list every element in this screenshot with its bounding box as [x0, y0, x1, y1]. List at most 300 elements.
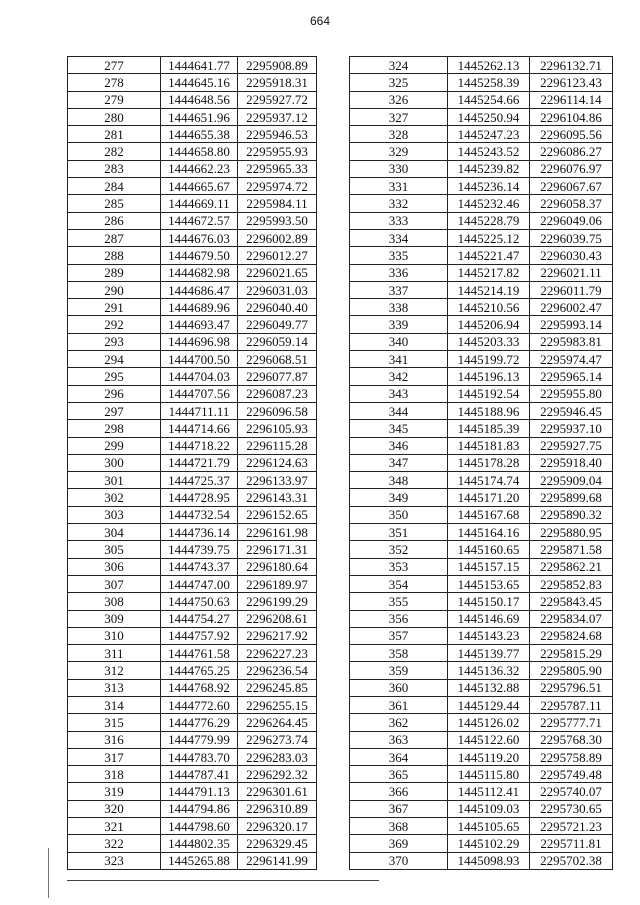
table-row	[350, 610, 613, 627]
y-coordinate-cell: 2296031.03	[238, 281, 317, 298]
x-coordinate-cell: 1444718.22	[161, 437, 238, 454]
y-coordinate-cell: 2296133.97	[238, 472, 317, 489]
x-coordinate-cell: 1445181.83	[448, 437, 530, 454]
point-number-cell: 368	[350, 818, 448, 835]
y-coordinate-cell: 2295740.07	[530, 783, 613, 800]
y-coordinate-cell: 2295871.58	[530, 541, 613, 558]
point-number-cell: 358	[350, 645, 448, 662]
table-row	[68, 160, 317, 177]
y-coordinate-cell: 2296021.11	[530, 264, 613, 281]
margin-rule	[48, 848, 49, 898]
x-coordinate-cell: 1444779.99	[161, 731, 238, 748]
x-coordinate-cell: 1444783.70	[161, 748, 238, 765]
x-coordinate-cell: 1445203.33	[448, 333, 530, 350]
point-number-cell: 308	[68, 593, 161, 610]
point-number-cell: 343	[350, 385, 448, 402]
y-coordinate-cell: 2296245.85	[238, 679, 317, 696]
table-row	[350, 714, 613, 731]
point-number-cell: 289	[68, 264, 161, 281]
point-number-cell: 306	[68, 558, 161, 575]
x-coordinate-cell: 1445214.19	[448, 281, 530, 298]
y-coordinate-cell: 2295946.53	[238, 126, 317, 143]
point-number-cell: 346	[350, 437, 448, 454]
x-coordinate-cell: 1445143.23	[448, 627, 530, 644]
point-number-cell: 287	[68, 229, 161, 246]
x-coordinate-cell: 1444765.25	[161, 662, 238, 679]
x-coordinate-cell: 1445167.68	[448, 506, 530, 523]
point-number-cell: 336	[350, 264, 448, 281]
point-number-cell: 322	[68, 835, 161, 852]
point-number-cell: 280	[68, 108, 161, 125]
x-coordinate-cell: 1445122.60	[448, 731, 530, 748]
y-coordinate-cell: 2296180.64	[238, 558, 317, 575]
x-coordinate-cell: 1444689.96	[161, 299, 238, 316]
y-coordinate-cell: 2296115.28	[238, 437, 317, 454]
point-number-cell: 320	[68, 800, 161, 817]
table-row	[68, 610, 317, 627]
x-coordinate-cell: 1444747.00	[161, 575, 238, 592]
point-number-cell: 313	[68, 679, 161, 696]
x-coordinate-cell: 1445171.20	[448, 489, 530, 506]
point-number-cell: 281	[68, 126, 161, 143]
x-coordinate-cell: 1445236.14	[448, 178, 530, 195]
table-row	[350, 454, 613, 471]
point-number-cell: 349	[350, 489, 448, 506]
x-coordinate-cell: 1444655.38	[161, 126, 238, 143]
y-coordinate-cell: 2296059.14	[238, 333, 317, 350]
table-row	[350, 558, 613, 575]
x-coordinate-cell: 1444754.27	[161, 610, 238, 627]
y-coordinate-cell: 2295805.90	[530, 662, 613, 679]
point-number-cell: 345	[350, 420, 448, 437]
x-coordinate-cell: 1444791.13	[161, 783, 238, 800]
page-number: 664	[309, 14, 331, 28]
table-row	[68, 368, 317, 385]
x-coordinate-cell: 1445217.82	[448, 264, 530, 281]
point-number-cell: 312	[68, 662, 161, 679]
y-coordinate-cell: 2295824.68	[530, 627, 613, 644]
x-coordinate-cell: 1445206.94	[448, 316, 530, 333]
y-coordinate-cell: 2296132.71	[530, 57, 613, 74]
table-row	[68, 489, 317, 506]
y-coordinate-cell: 2296208.61	[238, 610, 317, 627]
point-number-cell: 350	[350, 506, 448, 523]
table-row	[350, 662, 613, 679]
table-row	[350, 247, 613, 264]
table-row	[350, 126, 613, 143]
point-number-cell: 340	[350, 333, 448, 350]
y-coordinate-cell: 2295965.33	[238, 160, 317, 177]
x-coordinate-cell: 1445188.96	[448, 402, 530, 419]
point-number-cell: 361	[350, 696, 448, 713]
point-number-cell: 300	[68, 454, 161, 471]
x-coordinate-cell: 1444721.79	[161, 454, 238, 471]
x-coordinate-cell: 1445153.65	[448, 575, 530, 592]
y-coordinate-cell: 2295937.10	[530, 420, 613, 437]
table-row	[68, 195, 317, 212]
table-row	[350, 368, 613, 385]
table-row	[350, 489, 613, 506]
x-coordinate-cell: 1445199.72	[448, 351, 530, 368]
x-coordinate-cell: 1444768.92	[161, 679, 238, 696]
y-coordinate-cell: 2296152.65	[238, 506, 317, 523]
x-coordinate-cell: 1444736.14	[161, 524, 238, 541]
y-coordinate-cell: 2296096.58	[238, 402, 317, 419]
y-coordinate-cell: 2296086.27	[530, 143, 613, 160]
table-row	[350, 437, 613, 454]
table-row	[350, 143, 613, 160]
x-coordinate-cell: 1445115.80	[448, 766, 530, 783]
point-number-cell: 364	[350, 748, 448, 765]
x-coordinate-cell: 1444728.95	[161, 489, 238, 506]
table-row	[68, 74, 317, 91]
y-coordinate-cell: 2295777.71	[530, 714, 613, 731]
x-coordinate-cell: 1445185.39	[448, 420, 530, 437]
y-coordinate-cell: 2295815.29	[530, 645, 613, 662]
y-coordinate-cell: 2295984.11	[238, 195, 317, 212]
y-coordinate-cell: 2295974.47	[530, 351, 613, 368]
x-coordinate-cell: 1445164.16	[448, 524, 530, 541]
x-coordinate-cell: 1444693.47	[161, 316, 238, 333]
point-number-cell: 328	[350, 126, 448, 143]
x-coordinate-cell: 1444798.60	[161, 818, 238, 835]
table-row	[350, 472, 613, 489]
point-number-cell: 297	[68, 402, 161, 419]
x-coordinate-cell: 1445174.74	[448, 472, 530, 489]
x-coordinate-cell: 1445247.23	[448, 126, 530, 143]
y-coordinate-cell: 2296049.77	[238, 316, 317, 333]
point-number-cell: 331	[350, 178, 448, 195]
table-row	[68, 420, 317, 437]
table-row	[350, 212, 613, 229]
y-coordinate-cell: 2295955.93	[238, 143, 317, 160]
point-number-cell: 360	[350, 679, 448, 696]
point-number-cell: 304	[68, 524, 161, 541]
y-coordinate-cell: 2295965.14	[530, 368, 613, 385]
x-coordinate-cell: 1445126.02	[448, 714, 530, 731]
table-row	[68, 800, 317, 817]
y-coordinate-cell: 2296087.23	[238, 385, 317, 402]
x-coordinate-cell: 1444794.86	[161, 800, 238, 817]
x-coordinate-cell: 1444665.67	[161, 178, 238, 195]
y-coordinate-cell: 2295927.75	[530, 437, 613, 454]
point-number-cell: 317	[68, 748, 161, 765]
y-coordinate-cell: 2296171.31	[238, 541, 317, 558]
point-number-cell: 341	[350, 351, 448, 368]
table-row	[68, 645, 317, 662]
point-number-cell: 363	[350, 731, 448, 748]
x-coordinate-cell: 1445160.65	[448, 541, 530, 558]
point-number-cell: 310	[68, 627, 161, 644]
point-number-cell: 283	[68, 160, 161, 177]
table-row	[68, 506, 317, 523]
table-row	[68, 662, 317, 679]
table-row	[68, 143, 317, 160]
table-row	[350, 74, 613, 91]
table-row	[68, 766, 317, 783]
y-coordinate-cell: 2296077.87	[238, 368, 317, 385]
point-number-cell: 282	[68, 143, 161, 160]
table-row	[350, 645, 613, 662]
table-row	[350, 818, 613, 835]
point-number-cell: 298	[68, 420, 161, 437]
table-row	[350, 748, 613, 765]
x-coordinate-cell: 1444696.98	[161, 333, 238, 350]
table-row	[68, 316, 317, 333]
y-coordinate-cell: 2295768.30	[530, 731, 613, 748]
y-coordinate-cell: 2295974.72	[238, 178, 317, 195]
x-coordinate-cell: 1444732.54	[161, 506, 238, 523]
table-row	[68, 229, 317, 246]
table-row	[68, 212, 317, 229]
y-coordinate-cell: 2296124.63	[238, 454, 317, 471]
y-coordinate-cell: 2296105.93	[238, 420, 317, 437]
x-coordinate-cell: 1445228.79	[448, 212, 530, 229]
table-row	[68, 679, 317, 696]
point-number-cell: 333	[350, 212, 448, 229]
x-coordinate-cell: 1444750.63	[161, 593, 238, 610]
y-coordinate-cell: 2295749.48	[530, 766, 613, 783]
table-row	[350, 57, 613, 74]
point-number-cell: 316	[68, 731, 161, 748]
y-coordinate-cell: 2296301.61	[238, 783, 317, 800]
table-row	[68, 714, 317, 731]
y-coordinate-cell: 2295918.40	[530, 454, 613, 471]
x-coordinate-cell: 1444682.98	[161, 264, 238, 281]
table-row	[68, 281, 317, 298]
x-coordinate-cell: 1445221.47	[448, 247, 530, 264]
table-row	[350, 91, 613, 108]
point-number-cell: 286	[68, 212, 161, 229]
x-coordinate-cell: 1444679.50	[161, 247, 238, 264]
x-coordinate-cell: 1444658.80	[161, 143, 238, 160]
table-row	[350, 783, 613, 800]
x-coordinate-cell: 1444645.16	[161, 74, 238, 91]
x-coordinate-cell: 1445232.46	[448, 195, 530, 212]
table-row	[350, 385, 613, 402]
table-row	[68, 247, 317, 264]
x-coordinate-cell: 1445225.12	[448, 229, 530, 246]
point-number-cell: 315	[68, 714, 161, 731]
table-row	[350, 627, 613, 644]
y-coordinate-cell: 2296076.97	[530, 160, 613, 177]
y-coordinate-cell: 2295787.11	[530, 696, 613, 713]
y-coordinate-cell: 2296012.27	[238, 247, 317, 264]
x-coordinate-cell: 1444707.56	[161, 385, 238, 402]
point-number-cell: 326	[350, 91, 448, 108]
y-coordinate-cell: 2296141.99	[238, 852, 317, 869]
table-row	[68, 731, 317, 748]
table-row	[350, 766, 613, 783]
x-coordinate-cell: 1444743.37	[161, 558, 238, 575]
point-number-cell: 295	[68, 368, 161, 385]
point-number-cell: 370	[350, 852, 448, 869]
y-coordinate-cell: 2296021.65	[238, 264, 317, 281]
point-number-cell: 334	[350, 229, 448, 246]
x-coordinate-cell: 1444739.75	[161, 541, 238, 558]
y-coordinate-cell: 2295711.81	[530, 835, 613, 852]
y-coordinate-cell: 2295862.21	[530, 558, 613, 575]
y-coordinate-cell: 2295993.50	[238, 212, 317, 229]
table-row	[68, 593, 317, 610]
y-coordinate-cell: 2296236.54	[238, 662, 317, 679]
table-row	[350, 541, 613, 558]
y-coordinate-cell: 2296329.45	[238, 835, 317, 852]
point-number-cell: 351	[350, 524, 448, 541]
y-coordinate-cell: 2296320.17	[238, 818, 317, 835]
y-coordinate-cell: 2296292.32	[238, 766, 317, 783]
table-row	[350, 524, 613, 541]
y-coordinate-cell: 2295908.89	[238, 57, 317, 74]
table-row	[68, 333, 317, 350]
x-coordinate-cell: 1445132.88	[448, 679, 530, 696]
point-number-cell: 367	[350, 800, 448, 817]
y-coordinate-cell: 2295909.04	[530, 472, 613, 489]
table-row	[350, 420, 613, 437]
point-number-cell: 325	[350, 74, 448, 91]
point-number-cell: 307	[68, 575, 161, 592]
table-row	[350, 264, 613, 281]
table-row	[350, 800, 613, 817]
x-coordinate-cell: 1445196.13	[448, 368, 530, 385]
x-coordinate-cell: 1444672.57	[161, 212, 238, 229]
x-coordinate-cell: 1444641.77	[161, 57, 238, 74]
table-row	[68, 351, 317, 368]
y-coordinate-cell: 2296283.03	[238, 748, 317, 765]
table-row	[68, 783, 317, 800]
x-coordinate-cell: 1445243.52	[448, 143, 530, 160]
point-number-cell: 347	[350, 454, 448, 471]
footer-rule	[67, 880, 379, 881]
y-coordinate-cell: 2295937.12	[238, 108, 317, 125]
point-number-cell: 365	[350, 766, 448, 783]
point-number-cell: 357	[350, 627, 448, 644]
point-number-cell: 339	[350, 316, 448, 333]
y-coordinate-cell: 2295796.51	[530, 679, 613, 696]
point-number-cell: 319	[68, 783, 161, 800]
x-coordinate-cell: 1445102.29	[448, 835, 530, 852]
point-number-cell: 318	[68, 766, 161, 783]
point-number-cell: 285	[68, 195, 161, 212]
point-number-cell: 294	[68, 351, 161, 368]
table-row	[68, 835, 317, 852]
table-row	[68, 748, 317, 765]
y-coordinate-cell: 2296217.92	[238, 627, 317, 644]
table-row	[68, 57, 317, 74]
x-coordinate-cell: 1444802.35	[161, 835, 238, 852]
point-number-cell: 292	[68, 316, 161, 333]
point-number-cell: 366	[350, 783, 448, 800]
y-coordinate-cell: 2296030.43	[530, 247, 613, 264]
coordinates-table-left	[67, 56, 317, 870]
x-coordinate-cell: 1444772.60	[161, 696, 238, 713]
y-coordinate-cell: 2296039.75	[530, 229, 613, 246]
x-coordinate-cell: 1444669.11	[161, 195, 238, 212]
x-coordinate-cell: 1445109.03	[448, 800, 530, 817]
table-row	[68, 264, 317, 281]
point-number-cell: 342	[350, 368, 448, 385]
y-coordinate-cell: 2295918.31	[238, 74, 317, 91]
y-coordinate-cell: 2295890.32	[530, 506, 613, 523]
point-number-cell: 344	[350, 402, 448, 419]
y-coordinate-cell: 2296068.51	[238, 351, 317, 368]
point-number-cell: 277	[68, 57, 161, 74]
y-coordinate-cell: 2295946.45	[530, 402, 613, 419]
table-row	[350, 506, 613, 523]
point-number-cell: 335	[350, 247, 448, 264]
table-row	[350, 178, 613, 195]
table-row	[350, 402, 613, 419]
x-coordinate-cell: 1445258.39	[448, 74, 530, 91]
point-number-cell: 321	[68, 818, 161, 835]
y-coordinate-cell: 2295843.45	[530, 593, 613, 610]
x-coordinate-cell: 1445150.17	[448, 593, 530, 610]
table-row	[68, 627, 317, 644]
y-coordinate-cell: 2296189.97	[238, 575, 317, 592]
x-coordinate-cell: 1445250.94	[448, 108, 530, 125]
table-row	[350, 108, 613, 125]
table-row	[350, 852, 613, 869]
point-number-cell: 279	[68, 91, 161, 108]
table-row	[350, 575, 613, 592]
table-row	[350, 351, 613, 368]
y-coordinate-cell: 2295834.07	[530, 610, 613, 627]
table-row	[68, 558, 317, 575]
table-row	[68, 91, 317, 108]
y-coordinate-cell: 2296002.47	[530, 299, 613, 316]
table-row	[68, 852, 317, 869]
point-number-cell: 314	[68, 696, 161, 713]
y-coordinate-cell: 2295993.14	[530, 316, 613, 333]
point-number-cell: 337	[350, 281, 448, 298]
table-row	[68, 472, 317, 489]
point-number-cell: 309	[68, 610, 161, 627]
point-number-cell: 353	[350, 558, 448, 575]
point-number-cell: 301	[68, 472, 161, 489]
y-coordinate-cell: 2295702.38	[530, 852, 613, 869]
table-row	[350, 731, 613, 748]
y-coordinate-cell: 2296011.79	[530, 281, 613, 298]
point-number-cell: 299	[68, 437, 161, 454]
x-coordinate-cell: 1445157.15	[448, 558, 530, 575]
table-row	[350, 281, 613, 298]
table-row	[350, 679, 613, 696]
table-row	[68, 108, 317, 125]
y-coordinate-cell: 2296058.37	[530, 195, 613, 212]
x-coordinate-cell: 1444761.58	[161, 645, 238, 662]
y-coordinate-cell: 2296049.06	[530, 212, 613, 229]
table-row	[68, 437, 317, 454]
y-coordinate-cell: 2296161.98	[238, 524, 317, 541]
table-row	[68, 541, 317, 558]
x-coordinate-cell: 1445119.20	[448, 748, 530, 765]
point-number-cell: 290	[68, 281, 161, 298]
x-coordinate-cell: 1445254.66	[448, 91, 530, 108]
y-coordinate-cell: 2296227.23	[238, 645, 317, 662]
x-coordinate-cell: 1444711.11	[161, 402, 238, 419]
point-number-cell: 284	[68, 178, 161, 195]
x-coordinate-cell: 1444787.41	[161, 766, 238, 783]
y-coordinate-cell: 2295730.65	[530, 800, 613, 817]
y-coordinate-cell: 2296264.45	[238, 714, 317, 731]
table-row	[68, 178, 317, 195]
x-coordinate-cell: 1444757.92	[161, 627, 238, 644]
x-coordinate-cell: 1444776.29	[161, 714, 238, 731]
y-coordinate-cell: 2296040.40	[238, 299, 317, 316]
y-coordinate-cell: 2295852.83	[530, 575, 613, 592]
y-coordinate-cell: 2296104.86	[530, 108, 613, 125]
table-row	[68, 818, 317, 835]
